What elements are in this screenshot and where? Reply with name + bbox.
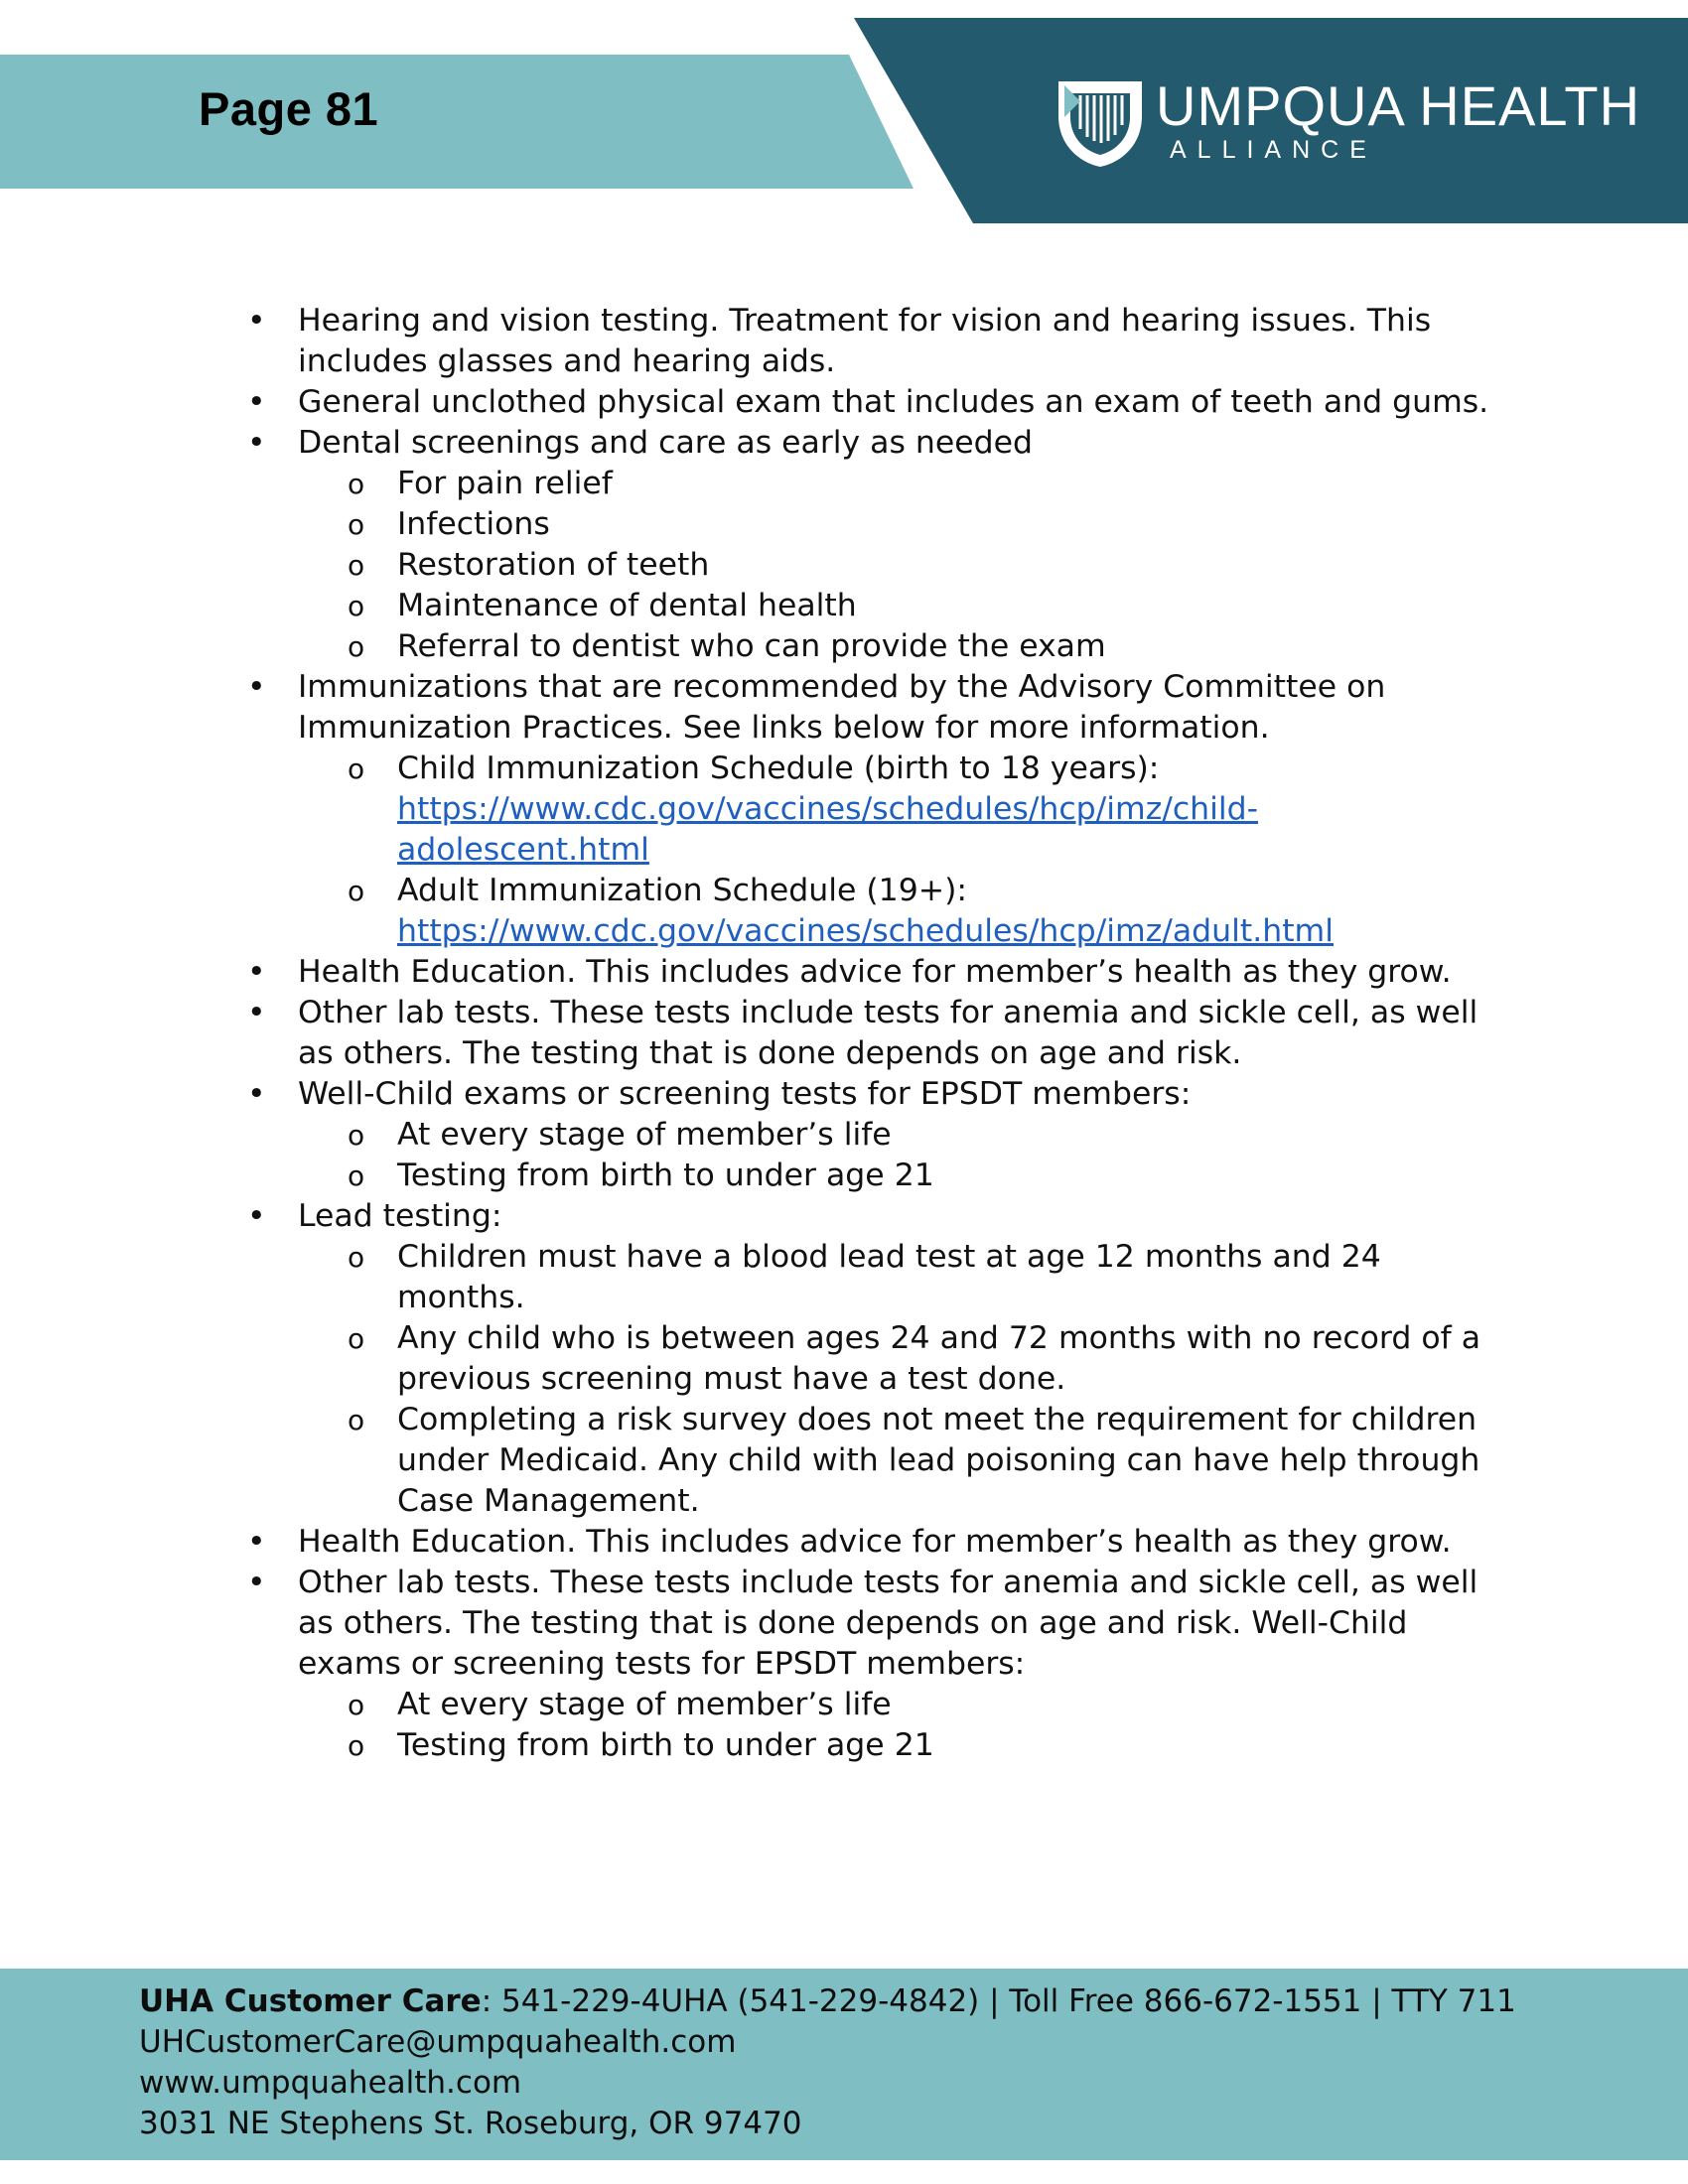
address: 3031 NE Stephens St. Roseburg, OR 97470 — [139, 2106, 802, 2141]
list-item — [243, 952, 1504, 993]
sub-list-item — [243, 1318, 1504, 1400]
list-item-text: Immunizations that are recommended by the Advisory Committee on Immunization Practices. See links below for more information. — [298, 669, 1386, 746]
sub-list-item — [243, 749, 1504, 871]
sub-list-item-text: Adult Immunization Schedule (19+): — [397, 873, 968, 908]
circle-bullet-icon: o — [348, 1322, 365, 1355]
circle-bullet-icon: o — [348, 875, 365, 907]
logo-name: UMPQUA HEALTH — [1156, 73, 1641, 137]
schedule-link[interactable]: https://www.cdc.gov/vaccines/schedules/hcp/imz/child-adolescent.html — [397, 791, 1259, 868]
sub-list-item-text: Maintenance of dental health — [397, 588, 857, 623]
circle-bullet-icon: o — [348, 1160, 365, 1192]
sub-list-item — [243, 586, 1504, 626]
circle-bullet-icon: o — [348, 1119, 365, 1152]
sub-list-item — [243, 545, 1504, 586]
list-item-text: Health Education. This includes advice for member’s health as they grow. — [298, 1524, 1452, 1560]
bullet-icon: • — [247, 669, 266, 705]
uha-shield-icon — [1051, 71, 1150, 171]
list-item — [243, 301, 1504, 382]
bullet-icon: • — [247, 384, 266, 420]
sub-list-item-text: Child Immunization Schedule (birth to 18 years): — [397, 751, 1160, 786]
list-item — [243, 1074, 1504, 1115]
sub-list-item — [243, 504, 1504, 545]
sub-list-item-text: Completing a risk survey does not meet the requirement for children under Medicaid. Any child with lead poisoning can have help through Case Management. — [397, 1402, 1480, 1519]
bullet-icon: • — [247, 1565, 266, 1600]
sub-list-item-text: Restoration of teeth — [397, 547, 710, 583]
list-item-text: Health Education. This includes advice for member’s health as they grow. — [298, 954, 1452, 990]
care-email[interactable]: UHCustomerCare@umpquahealth.com — [139, 2024, 737, 2060]
sub-list-item-text: Children must have a blood lead test at age 12 months and 24 months. — [397, 1239, 1381, 1315]
sub-list-item-text: Infections — [397, 506, 550, 542]
sub-list-item-text: Testing from birth to under age 21 — [397, 1158, 934, 1193]
list-item-text: Dental screenings and care as early as needed — [298, 425, 1034, 461]
bullet-icon: • — [247, 954, 266, 990]
bullet-icon: • — [247, 1198, 266, 1234]
sub-list-item-text: Testing from birth to under age 21 — [397, 1727, 934, 1763]
bullet-icon: • — [247, 425, 266, 461]
bullet-icon: • — [247, 1524, 266, 1560]
sub-list-item — [243, 1156, 1504, 1196]
bullet-icon: • — [247, 303, 266, 339]
sub-list-item-text: For pain relief — [397, 466, 613, 501]
circle-bullet-icon: o — [348, 590, 365, 622]
sub-list-item-text: At every stage of member’s life — [397, 1687, 892, 1722]
circle-bullet-icon: o — [348, 549, 365, 582]
circle-bullet-icon: o — [348, 1689, 365, 1721]
list-item-text: Other lab tests. These tests include tests for anemia and sickle cell, as well as others. The testing that is done depends on age and risk. — [298, 995, 1478, 1071]
list-item — [243, 993, 1504, 1074]
sub-list-item — [243, 1400, 1504, 1522]
list-item — [243, 1563, 1504, 1685]
list-item — [243, 423, 1504, 464]
list-item-text: Hearing and vision testing. Treatment for vision and hearing issues. This includes glasses and hearing aids. — [298, 303, 1432, 379]
circle-bullet-icon: o — [348, 630, 365, 663]
sub-list-item-text: Any child who is between ages 24 and 72 months with no record of a previous screening must have a test done. — [397, 1320, 1481, 1397]
circle-bullet-icon: o — [348, 1404, 365, 1436]
header-band — [0, 55, 914, 189]
sub-list-item — [243, 464, 1504, 504]
circle-bullet-icon: o — [348, 1729, 365, 1762]
footer-contact — [139, 1981, 1516, 2144]
list-item-text: Lead testing: — [298, 1198, 502, 1234]
circle-bullet-icon: o — [348, 508, 365, 541]
sub-list-item-text: At every stage of member’s life — [397, 1117, 892, 1153]
list-item — [243, 1522, 1504, 1563]
sub-list-item — [243, 871, 1504, 952]
list-item-text: Well-Child exams or screening tests for EPSDT members: — [298, 1076, 1192, 1112]
list-item-text: Other lab tests. These tests include tests for anemia and sickle cell, as well as others. The testing that is done depends on age and risk. Well-Child exams or screening tests for EPSDT members: — [298, 1565, 1478, 1682]
sub-list-item — [243, 1115, 1504, 1156]
bullet-icon: • — [247, 995, 266, 1030]
care-numbers: : 541-229-4UHA (541-229-4842) | Toll Free 866-672-1551 | TTY 711 — [481, 1983, 1516, 2019]
care-label: UHA Customer Care — [139, 1983, 482, 2019]
logo-subtitle: ALLIANCE — [1170, 135, 1377, 164]
bullet-icon: • — [247, 1076, 266, 1112]
list-item — [243, 667, 1504, 749]
sub-list-item — [243, 626, 1504, 667]
list-item-text: General unclothed physical exam that includes an exam of teeth and gums. — [298, 384, 1489, 420]
list-item — [243, 1196, 1504, 1237]
schedule-link[interactable]: https://www.cdc.gov/vaccines/schedules/hcp/imz/adult.html — [397, 913, 1334, 949]
sub-list-item — [243, 1237, 1504, 1318]
website[interactable]: www.umpquahealth.com — [139, 2065, 522, 2101]
sub-list-item-text: Referral to dentist who can provide the exam — [397, 628, 1106, 664]
logo — [1051, 71, 1640, 171]
circle-bullet-icon: o — [348, 468, 365, 500]
circle-bullet-icon: o — [348, 752, 365, 785]
page-number: Page 81 — [199, 82, 379, 135]
benefits-list — [243, 301, 1504, 1766]
list-item — [243, 382, 1504, 423]
circle-bullet-icon: o — [348, 1241, 365, 1274]
sub-list-item — [243, 1725, 1504, 1766]
sub-list-item — [243, 1685, 1504, 1725]
